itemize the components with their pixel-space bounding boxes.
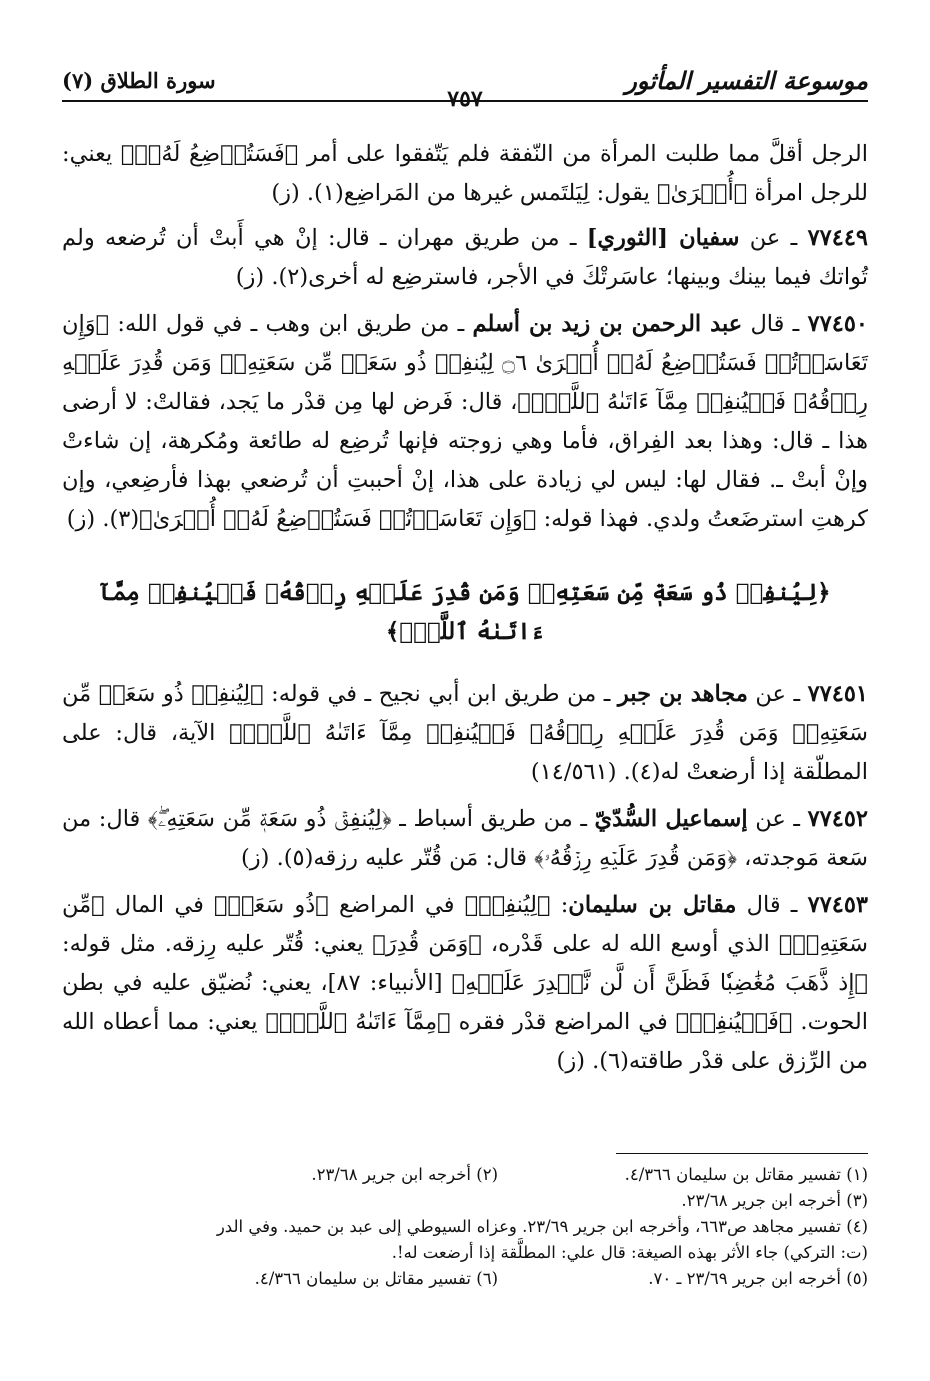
footnote-row xyxy=(62,1162,868,1188)
main-text xyxy=(62,112,868,1089)
entry-number: ٧٧٤٥٢ xyxy=(807,805,869,832)
running-header xyxy=(62,62,868,112)
footnote-6: (٦) تفسير مقاتل بن سليمان ٤/٣٦٦. xyxy=(254,1269,498,1288)
entry-number: ٧٧٤٤٩ xyxy=(807,224,868,251)
entry-number: ٧٧٤٥٣ xyxy=(807,891,868,918)
narrator-name: مجاهد بن جبر xyxy=(617,680,748,707)
entry-number: ٧٧٤٥١ xyxy=(807,680,868,707)
book-title: موسوعة التفسير المأثور xyxy=(625,66,868,95)
entry-77452 xyxy=(62,800,868,878)
footnote-rule xyxy=(616,1153,868,1154)
footnote-5: (٥) أخرجه ابن جرير ٢٣/٦٩ ـ ٧٠. xyxy=(648,1269,868,1288)
entry-text: ـ قال مقاتل بن سليمان: ﴿لِيُنفِقۡ﴾ في المراضع ﴿ذُو سَعَةٖ﴾ في المال ﴿مِّن سَعَتِهِۦۖ﴾ الذي أوسع الله له على قَدْره، ﴿وَمَن قُدِرَ﴾ يعني: قُتّر عليه رِزقه. مثل قوله: ﴿إِذ ذَّهَبَ مُغَٰضِبٗا فَظَنَّ أَن لَّن نَّقۡدِرَ عَلَيۡهِ﴾ [الأنبياء: ٨٧]، يعني: نُضيّق عليه في بطن الحوت. ﴿فَلۡيُنفِقۡ﴾ في المراضع قدْر فقره ﴿مِمَّآ ءَاتَىٰهُ ٱللَّهُۚ﴾ يعني: مما أعطاه الله من الرِّزق على قدْر طاقته(٦). (ز) xyxy=(62,891,869,1074)
narrator-name: مقاتل بن سليمان xyxy=(568,891,737,918)
ayah-heading: ﴿لِيُنفِقۡ ذُو سَعَةٖ مِّن سَعَتِهِۦۖ وَمَن قُدِرَ عَلَيۡهِ رِزۡقُهُۥ فَلۡيُنفِقۡ مِمَّآ ءَاتَىٰهُ ٱللَّهُۚ﴾ xyxy=(99,578,831,645)
narrator-name: إسماعيل السُّدّيّ xyxy=(594,805,748,832)
footnote-row xyxy=(62,1266,868,1292)
footnote-4-line-1: (٤) تفسير مجاهد ص٦٦٣، وأخرجه ابن جرير ٢٣/٦٩. وعزاه السيوطي إلى عبد بن حميد. وفي الدر xyxy=(216,1217,868,1236)
footnote-1: (١) تفسير مقاتل بن سليمان ٤/٣٦٦. xyxy=(624,1165,868,1184)
entry-77450 xyxy=(62,305,868,539)
entry-77449 xyxy=(62,219,868,297)
narrator-name: عبد الرحمن بن زيد بن أسلم xyxy=(472,310,743,337)
header-rule xyxy=(62,100,868,102)
narrator-name: سفيان [الثوري] xyxy=(586,224,740,251)
entry-text: ـ قال عبد الرحمن بن زيد بن أسلم ـ من طريق ابن وهب ـ في قول الله: ﴿وَإِن تَعَاسَرۡتُمۡ فَسَتُرۡضِعُ لَهُۥٓ أُخۡرَىٰ ۝٦ لِيُنفِقۡ ذُو سَعَةٖ مِّن سَعَتِهِۦۖ وَمَن قُدِرَ عَلَيۡهِ رِزۡقُهُۥ فَلۡيُنفِقۡ مِمَّآ ءَاتَىٰهُ ٱللَّهُۚ﴾، قال: فَرض لها مِن قدْر ما يَجد، فقالتْ: لا أرضى هذا ـ قال: وهذا بعد الفِراق، فأما وهي زوجته فإنها تُرضِع له طائعة ومُكرهة، إن شاءتْ وإنْ أبتْ ـ. فقال لها: ليس لي زيادة على هذا، إنْ أحببتِ أن تُرضعي بهذا فأرضِعي، وإن كرهتِ استرضَعتُ ولدي. فهذا قوله: ﴿وَإِن تَعَاسَرۡتُمۡ فَسَتُرۡضِعُ لَهُۥٓ أُخۡرَىٰ﴾(٣). (ز) xyxy=(62,310,868,532)
surah-label: سورة الطلاق (٧) xyxy=(62,68,216,93)
entry-77451 xyxy=(62,675,868,792)
footnote-4-line-2: (ت: التركي) جاء الأثر بهذه الصيغة: قال علي: المطلَّقة إذا أرضعت له!. xyxy=(391,1243,868,1262)
footnote-2: (٢) أخرجه ابن جرير ٢٣/٦٨. xyxy=(311,1165,498,1184)
entry-text: ـ عن سفيان [الثوري] ـ من طريق مهران ـ قال: إنْ هي أَبتْ أن تُرضعه ولم تُواتك فيما بينك وبينها؛ عاسَرتْكَ في الأجر، فاسترضِع له أخرى(٢). (ز) xyxy=(62,224,868,290)
intro-paragraph: الرجل أقلَّ مما طلبت المرأة من النّفقة فلم يَتّفقوا على أمر ﴿فَسَتُرۡضِعُ لَهُۥٓ﴾ يعني: للرجل امرأة ﴿أُخۡرَىٰ﴾ يقول: لِيَلتَمس غيرها من المَراضِع(١). (ز) xyxy=(62,140,868,206)
entry-text: ـ عن إسماعيل السُّدّيّ ـ من طريق أسباط ـ ﴿لِيُنفِقۡ ذُو سَعَةٖ مِّن سَعَتِهِۦۖ﴾ قال: من سَعة مَوجدته، ﴿وَمَن قُدِرَ عَلَيۡهِ رِزۡقُهُۥ﴾ قال: مَن قُتّر عليه رزقه(٥). (ز) xyxy=(62,805,868,871)
footnotes xyxy=(62,1162,868,1292)
entry-text: ـ عن مجاهد بن جبر ـ من طريق ابن أبي نجيح ـ في قوله: ﴿لِيُنفِقۡ ذُو سَعَةٖ مِّن سَعَتِهِۦۖ وَمَن قُدِرَ عَلَيۡهِ رِزۡقُهُۥ فَلۡيُنفِقۡ مِمَّآ ءَاتَىٰهُ ٱللَّهُۚ﴾ الآية، قال: على المطلّقة إذا أرضعتْ له(٤). (١٤/٥٦١) xyxy=(62,680,868,785)
footnote-3: (٣) أخرجه ابن جرير ٢٣/٦٨. xyxy=(681,1191,868,1210)
page-number: ٧٥٧ xyxy=(447,86,483,112)
entry-number: ٧٧٤٥٠ xyxy=(807,310,868,337)
entry-77453 xyxy=(62,886,868,1081)
